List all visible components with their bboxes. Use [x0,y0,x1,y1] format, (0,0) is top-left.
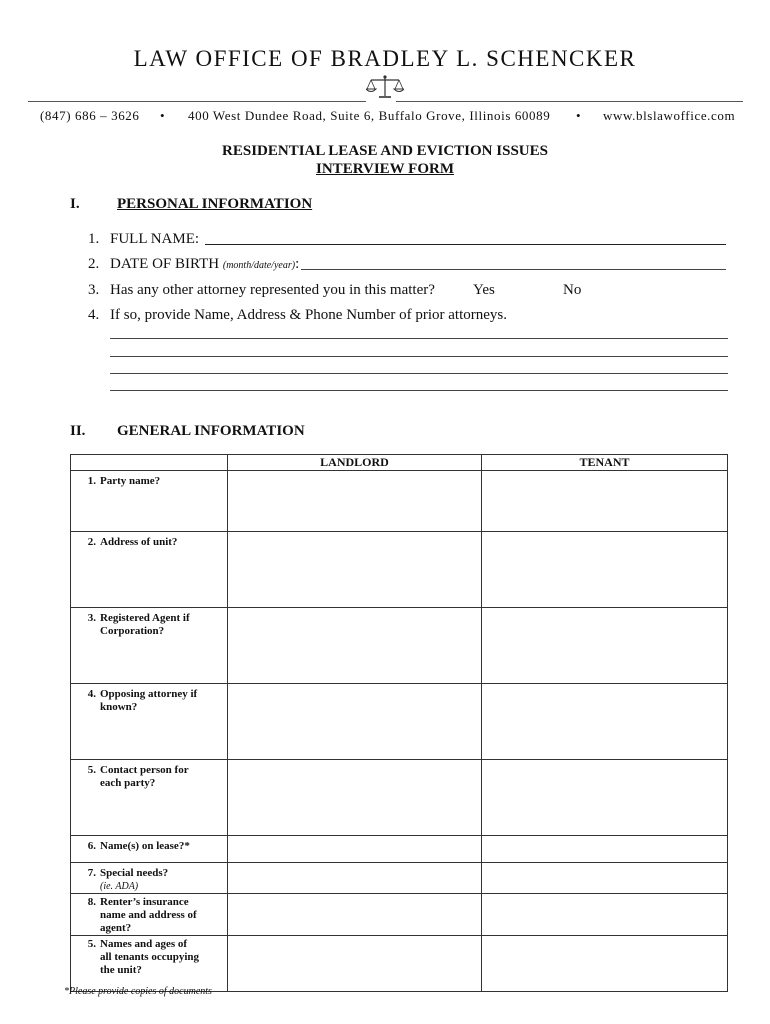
row-number: 5. [87,764,96,776]
landlord-column-header: LANDLORD [228,455,482,471]
firm-address: 400 West Dundee Road, Suite 6, Buffalo Grove, Illinois 60089 [188,108,551,123]
question-number: 1. [88,231,100,247]
table-row [71,532,728,608]
footnote: *Please provide copies of documents [64,986,212,997]
tenant-cell[interactable] [482,471,728,532]
row-question: Address of unit? [100,536,178,548]
row-label [71,936,227,977]
tenant-cell[interactable] [482,936,728,992]
row-question-text: Special needs? [100,867,169,879]
row-label [71,894,227,935]
row-number: 6. [87,840,96,852]
prior-attorney-question: Has any other attorney represented you in this matter? [110,282,435,298]
tenant-cell[interactable] [482,684,728,760]
row-number: 5. [87,938,96,950]
tenant-cell[interactable] [482,836,728,863]
date-format-hint: (month/date/year) [222,260,296,271]
row-number: 4. [87,688,96,700]
firm-name: LAW OFFICE OF BRADLEY L. SCHENCKER [133,46,637,71]
question-number: 2. [88,256,100,272]
scales-of-justice-icon [366,74,404,100]
table-row [71,684,728,760]
row-number: 8. [87,896,96,908]
full-name-field[interactable] [205,244,726,245]
table-row [71,863,728,894]
letterhead-rule-right [396,101,743,102]
question-number: 4. [88,307,100,323]
firm-phone: (847) 686 – 3626 [40,108,140,123]
row-question: Opposing attorney if known? [100,688,198,713]
date-of-birth-colon: : [295,256,300,272]
landlord-cell[interactable] [228,760,482,836]
date-of-birth-label [110,256,299,273]
tenant-column-header: TENANT [482,455,728,471]
no-option[interactable]: No [563,282,582,298]
yes-option[interactable]: Yes [473,282,495,298]
date-of-birth-text: DATE OF BIRTH [110,256,220,272]
row-question: Renter’s insurance name and address of agent? [100,896,197,934]
row-question [98,867,168,893]
letterhead-rule-left [28,101,366,102]
prior-attorneys-line[interactable] [110,356,728,357]
row-label [71,863,227,893]
prior-attorneys-label: If so, provide Name, Address & Phone Number of prior attorneys. [110,307,508,323]
table-row [71,471,728,532]
landlord-cell[interactable] [228,936,482,992]
landlord-cell[interactable] [228,894,482,936]
landlord-cell[interactable] [228,684,482,760]
row-question-note: (ie. ADA) [100,881,139,892]
tenant-cell[interactable] [482,760,728,836]
section-heading: GENERAL INFORMATION [117,423,305,439]
row-number: 1. [87,475,96,487]
landlord-cell[interactable] [228,836,482,863]
row-number: 7. [87,867,96,879]
section-number: I. [70,196,80,212]
row-label [71,836,227,853]
table-row [71,608,728,684]
row-label [71,608,227,638]
section-heading: PERSONAL INFORMATION [117,196,313,212]
row-label [71,684,227,714]
form-subtitle: INTERVIEW FORM [316,161,454,177]
row-question: Registered Agent if Corporation? [100,612,190,637]
table-row [71,760,728,836]
tenant-cell[interactable] [482,863,728,894]
firm-website: www.blslawoffice.com [603,108,736,123]
row-number: 3. [87,612,96,624]
question-number: 3. [88,282,100,298]
table-row [71,836,728,863]
row-question: Party name? [100,475,161,487]
landlord-cell[interactable] [228,471,482,532]
landlord-cell[interactable] [228,863,482,894]
row-question: Names and ages of all tenants occupying the unit? [100,938,200,976]
landlord-cell[interactable] [228,532,482,608]
row-label [71,532,227,549]
form-title: RESIDENTIAL LEASE AND EVICTION ISSUES [222,143,548,159]
row-number: 2. [87,536,96,548]
table-row [71,936,728,992]
tenant-cell[interactable] [482,608,728,684]
tenant-cell[interactable] [482,894,728,936]
landlord-cell[interactable] [228,608,482,684]
prior-attorneys-line[interactable] [110,338,728,339]
table-corner [71,455,228,471]
table-row [71,894,728,936]
full-name-label: FULL NAME: [110,231,200,247]
prior-attorneys-line[interactable] [110,373,728,374]
section-number: II. [70,423,86,439]
row-question: Name(s) on lease?* [100,840,190,852]
tenant-cell[interactable] [482,532,728,608]
general-information-table [70,454,728,992]
row-label [71,760,227,790]
bullet-separator: • [160,108,166,123]
date-of-birth-field[interactable] [301,269,726,270]
bullet-separator: • [576,108,582,123]
row-question: Contact person for each party? [100,764,189,789]
row-label [71,471,227,488]
prior-attorneys-line[interactable] [110,390,728,391]
